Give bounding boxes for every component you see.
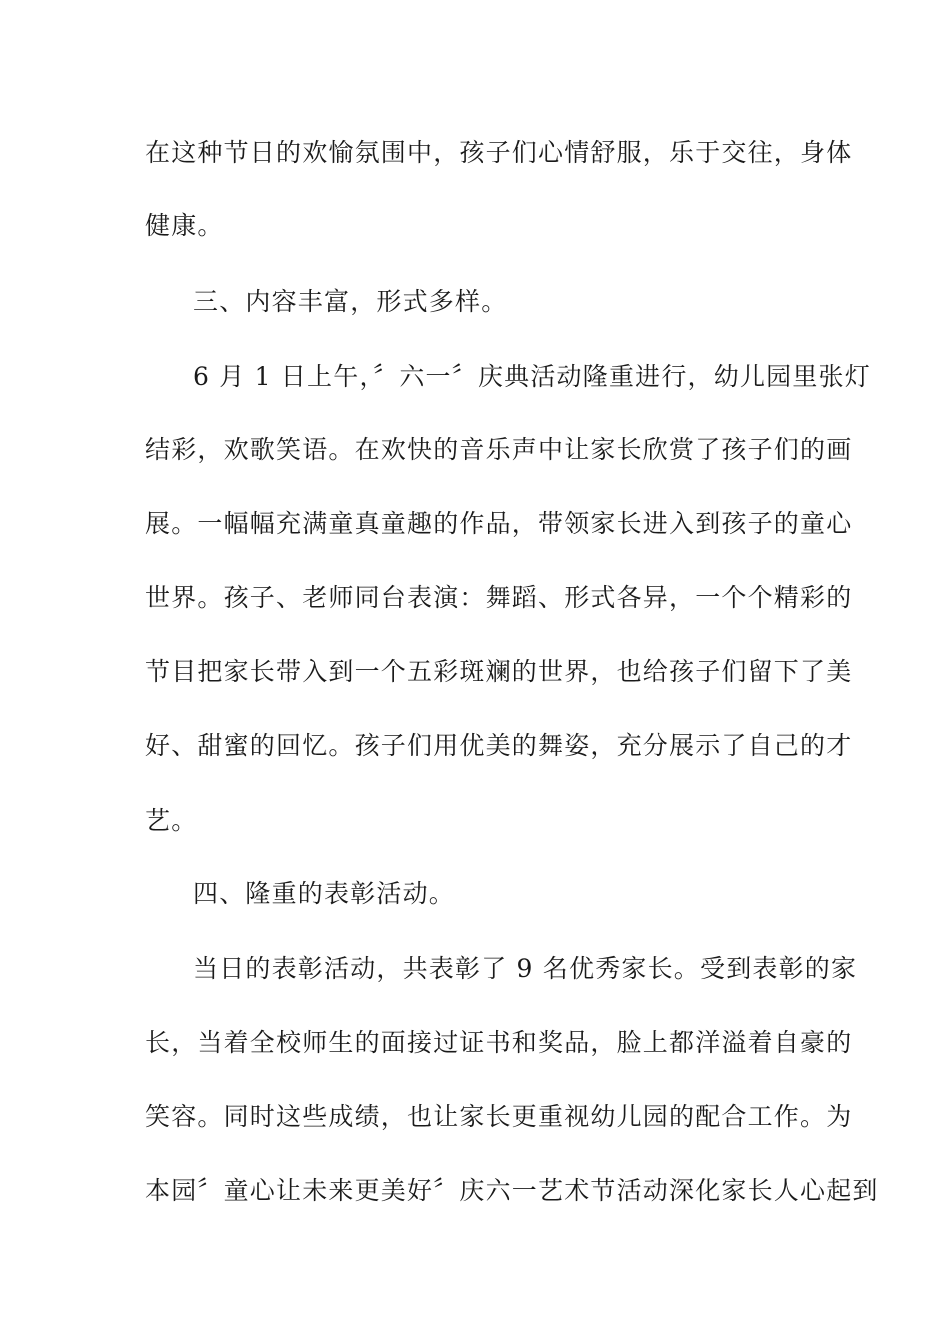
text-line: 在这种节日的欢愉氛围中，孩子们心情舒服，乐于交往，身体	[145, 138, 853, 167]
text-line: 长，当着全校师生的面接过证书和奖品，脸上都洋溢着自豪的	[145, 1028, 853, 1057]
text-line: 节目把家长带入到一个五彩斑斓的世界，也给孩子们留下了美	[145, 657, 853, 686]
text-line: 结彩，欢歌笑语。在欢快的音乐声中让家长欣赏了孩子们的画	[145, 435, 853, 464]
text-line: 当日的表彰活动，共表彰了 9 名优秀家长。受到表彰的家	[193, 954, 858, 983]
text-line: 笑容。同时这些成绩，也让家长更重视幼儿园的配合工作。为	[145, 1102, 853, 1131]
text-line: 好、甜蜜的回忆。孩子们用优美的舞姿，充分展示了自己的才	[145, 731, 853, 760]
text-line: 6 月 1 日上午，〞六一〞庆典活动隆重进行，幼儿园里张灯	[193, 362, 871, 391]
section-heading: 三、内容丰富，形式多样。	[193, 287, 508, 316]
text-line: 本园〞童心让未来更美好〞庆六一艺术节活动深化家长人心起到	[145, 1176, 879, 1205]
text-line: 世界。孩子、老师同台表演：舞蹈、形式各异，一个个精彩的	[145, 583, 853, 612]
text-line: 艺。	[145, 806, 198, 835]
text-line: 展。一幅幅充满童真童趣的作品，带领家长进入到孩子的童心	[145, 509, 853, 538]
text-line: 健康。	[145, 211, 224, 240]
section-heading: 四、隆重的表彰活动。	[193, 879, 456, 908]
